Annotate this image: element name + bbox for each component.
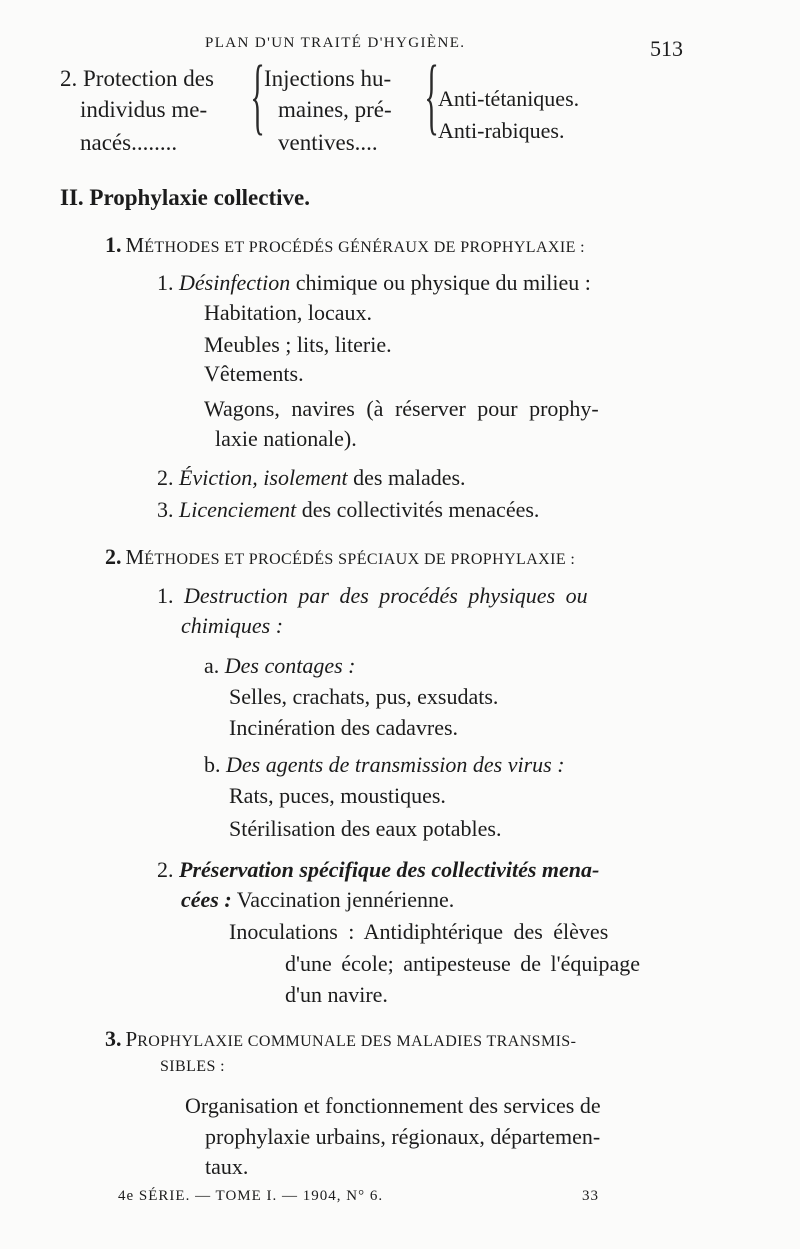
footer-signature-number: 33 [582,1188,599,1204]
small-cap-text: ÉTHODES ET PROCÉDÉS SPÉCIAUX DE PROPHYLAXIE : [144,551,576,568]
list-item [157,857,599,883]
item-number: 2. [157,857,174,882]
item-text: des collectivités menacées. [301,497,540,522]
item-text: Vaccination jennérienne. [236,887,455,912]
body-line: Organisation et fonctionnement des services de [185,1093,601,1118]
anti-line: Anti-tétaniques. [438,86,580,111]
item-term: Préservation spécifique des collectivités mena- [179,857,600,882]
list-item [157,583,588,609]
small-cap-text: ROPHYLAXIE COMMUNALE DES MALADIES TRANSMIS- [137,1033,577,1050]
sub-line: Habitation, locaux. [204,300,373,325]
item-number: 1. [157,270,174,295]
right-brace: { [424,47,439,143]
subsection-number: 1. [105,232,122,257]
item-number: 2. [157,465,174,490]
sub-heading [204,752,565,778]
item-text: chimique ou physique du milieu : [295,270,591,295]
item-term: Licenciement [179,497,297,522]
sub-label: b. [204,752,221,777]
item-term: Destruction par des procédés physiques ou [184,583,588,608]
sub-line: laxie nationale). [215,426,357,451]
small-cap-initial: M [125,233,145,257]
section-heading: II. Prophylaxie collective. [60,185,310,210]
item-term: chimiques : [181,613,284,638]
item-number: 3. [157,497,174,522]
small-cap-text: SIBLES : [160,1058,225,1075]
subsection-number: 2. [105,544,122,569]
footer-signature: 4e SÉRIE. — TOME I. — 1904, N° 6. [118,1188,384,1204]
item-term: Éviction, isolement [179,465,348,490]
body-line: prophylaxie urbains, régionaux, départemen- [205,1124,601,1149]
left-brace: { [250,47,265,143]
item-number: 1. [157,583,174,608]
list-item [157,270,591,296]
small-cap-initial: P [125,1027,138,1051]
subsection-number: 3. [105,1026,122,1051]
injection-line: Injections hu- [264,66,392,91]
item-term: Désinfection [179,270,291,295]
sub-line: Meubles ; lits, literie. [204,332,392,357]
sub-line: Selles, crachats, pus, exsudats. [229,684,499,709]
sub-label: a. [204,653,220,678]
sub-title: Des contages : [224,653,356,678]
item-term: cées : [181,887,232,912]
sub-line: Wagons, navires (à réserver pour prophy- [204,396,599,421]
subsection-heading [105,544,575,570]
protection-line: individus me- [80,97,208,122]
protection-line: nacés........ [80,130,178,155]
small-cap-initial: M [125,545,145,569]
page-number: 513 [650,36,683,61]
sub-line: Vêtements. [204,361,304,386]
list-item [157,497,539,523]
sub-line: d'une école; antipesteuse de l'équipage [285,951,641,976]
injection-line: maines, pré- [278,97,392,122]
sub-line: Rats, puces, moustiques. [229,783,446,808]
sub-heading [204,653,356,679]
item-text: des malades. [353,465,466,490]
sub-line: Inoculations : Antidiphtérique des élèves [229,919,609,944]
running-title: PLAN D'UN TRAITÉ D'HYGIÈNE. [205,35,466,51]
sub-title: Des agents de transmission des virus : [226,752,565,777]
sub-line: Stérilisation des eaux potables. [229,816,502,841]
sub-line [181,887,454,913]
list-item [157,465,466,491]
anti-line: Anti-rabiques. [438,118,565,143]
protection-line: 2. Protection des [60,66,214,91]
small-cap-text: ÉTHODES ET PROCÉDÉS GÉNÉRAUX DE PROPHYLAXIE : [144,239,586,256]
body-line: taux. [205,1154,249,1179]
subsection-heading [105,1026,576,1052]
injection-line: ventives.... [278,130,378,155]
sub-line: Incinération des cadavres. [229,715,459,740]
sub-line: d'un navire. [285,982,388,1007]
subsection-heading [105,232,585,258]
